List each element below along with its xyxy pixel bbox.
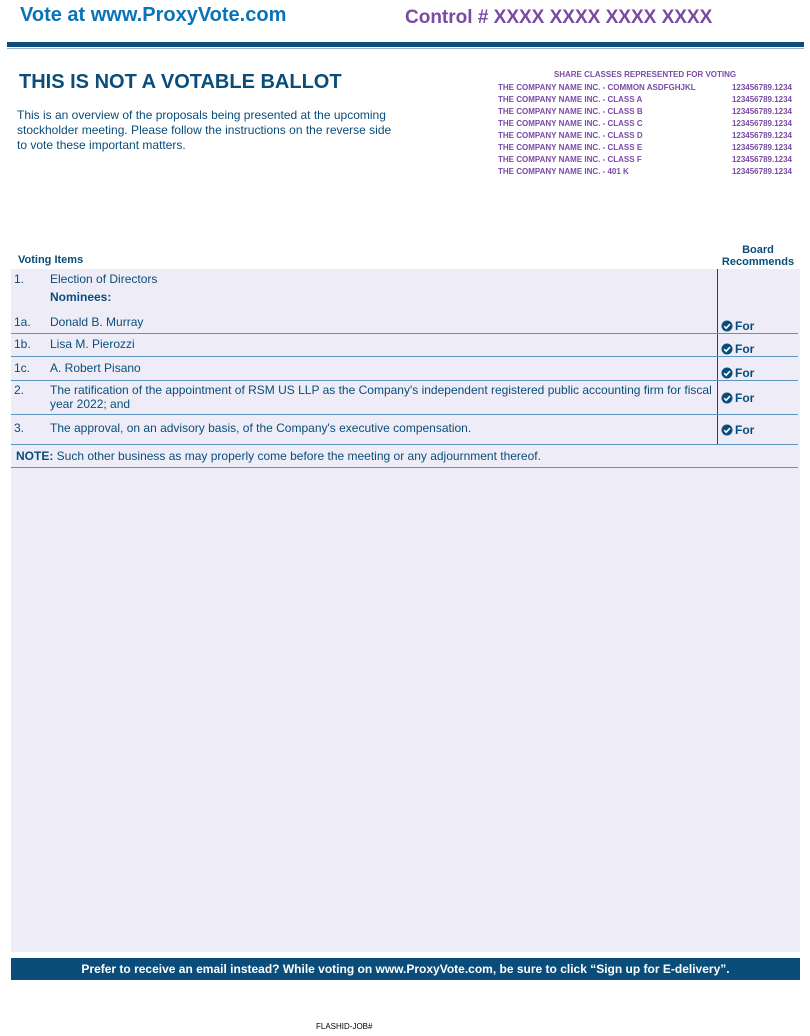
voting-item-text: Lisa M. Pierozzi <box>50 337 135 351</box>
voting-item-number: 3. <box>14 421 25 435</box>
share-class-name: THE COMPANY NAME INC. - CLASS D <box>498 131 643 140</box>
check-circle-icon <box>721 343 733 355</box>
share-class-name: THE COMPANY NAME INC. - CLASS A <box>498 95 643 104</box>
board-recommendation-cell <box>717 357 798 380</box>
share-class-row <box>498 118 792 130</box>
board-recommendation-cell <box>717 313 798 333</box>
recommendation <box>718 366 754 380</box>
share-class-row <box>498 94 792 106</box>
voting-items-table <box>11 269 798 445</box>
voting-item-number: 1a. <box>14 315 31 329</box>
board-recommendation-cell <box>717 381 798 414</box>
board-recommends-heading: Board Recommends <box>721 244 795 268</box>
share-class-value: 123456789.1234 <box>731 83 792 92</box>
voting-item-subtext: Nominees: <box>50 290 112 304</box>
voting-item-description <box>50 381 717 414</box>
voting-items-heading: Voting Items <box>18 254 84 266</box>
share-class-value: 123456789.1234 <box>731 95 792 104</box>
check-circle-icon <box>721 367 733 379</box>
recommendation <box>718 342 754 356</box>
recommendation-label: For <box>735 319 755 333</box>
share-classes-heading: SHARE CLASSES REPRESENTED FOR VOTING <box>553 70 737 79</box>
share-classes-list <box>498 82 792 178</box>
header-divider-thin <box>7 48 804 49</box>
voting-item-description <box>50 269 717 313</box>
voting-item-text: The ratification of the appointment of RSM US LLP as the Company's independent registered public accounting firm for fiscal year 2022; and <box>50 383 712 411</box>
header-divider <box>7 42 804 47</box>
board-recommendation-cell <box>717 334 798 356</box>
recommendation <box>718 423 754 437</box>
voting-item-text: Donald B. Murray <box>50 315 144 329</box>
note-label: NOTE: <box>16 449 54 463</box>
voting-item-number: 1c. <box>14 361 31 375</box>
recommendation-label: For <box>735 342 755 356</box>
voting-item-row <box>11 415 798 445</box>
share-class-name: THE COMPANY NAME INC. - 401 K <box>498 167 629 176</box>
voting-item-row <box>11 313 798 334</box>
edelivery-banner: Prefer to receive an email instead? While voting on www.ProxyVote.com, be sure to click “Sign up for E-delivery”. <box>11 958 800 980</box>
check-circle-icon <box>721 320 733 332</box>
share-class-row <box>498 130 792 142</box>
flash-id: FLASHID-JOB# <box>316 1022 373 1031</box>
share-class-value: 123456789.1234 <box>731 131 792 140</box>
share-class-row <box>498 154 792 166</box>
voting-item-description <box>50 313 717 333</box>
recommendation-label: For <box>735 390 755 405</box>
share-class-row <box>498 166 792 178</box>
share-class-name: THE COMPANY NAME INC. - COMMON ASDFGHJKL <box>498 83 696 92</box>
voting-item-row <box>11 357 798 381</box>
voting-item-number: 2. <box>14 383 25 397</box>
voting-item-description <box>50 357 717 380</box>
share-class-value: 123456789.1234 <box>731 143 792 152</box>
share-class-row <box>498 142 792 154</box>
note-text: Such other business as may properly come before the meeting or any adjournment thereof. <box>53 449 541 463</box>
recommendation <box>718 319 754 333</box>
check-circle-icon <box>721 392 733 404</box>
share-class-name: THE COMPANY NAME INC. - CLASS E <box>498 143 643 152</box>
voting-item-row <box>11 381 798 415</box>
board-recommendation-cell <box>717 269 798 313</box>
share-class-value: 123456789.1234 <box>731 155 792 164</box>
share-class-value: 123456789.1234 <box>731 167 792 176</box>
vote-url[interactable]: Vote at www.ProxyVote.com <box>20 4 287 26</box>
note-row <box>11 446 798 468</box>
voting-item-text: Election of Directors <box>50 272 158 286</box>
voting-item-row <box>11 334 798 357</box>
share-class-row <box>498 106 792 118</box>
voting-item-text: The approval, on an advisory basis, of the Company's executive compensation. <box>50 421 472 435</box>
share-class-name: THE COMPANY NAME INC. - CLASS C <box>498 119 643 128</box>
voting-item-text: A. Robert Pisano <box>50 361 141 375</box>
voting-item-description <box>50 334 717 356</box>
share-class-name: THE COMPANY NAME INC. - CLASS B <box>498 107 643 116</box>
voting-item-description <box>50 415 717 444</box>
share-classes <box>498 70 792 178</box>
ballot-title: THIS IS NOT A VOTABLE BALLOT <box>19 71 342 93</box>
voting-item-number: 1. <box>14 272 25 286</box>
share-class-value: 123456789.1234 <box>731 119 792 128</box>
ballot-overview: This is an overview of the proposals being presented at the upcoming stockholder meeting. Please follow the instructions on the reverse side to vote these important matters. <box>17 108 392 152</box>
control-number: Control # XXXX XXXX XXXX XXXX <box>405 7 713 28</box>
recommendation <box>718 391 754 405</box>
share-class-value: 123456789.1234 <box>731 107 792 116</box>
recommendation-label: For <box>735 422 755 437</box>
share-class-name: THE COMPANY NAME INC. - CLASS F <box>498 155 642 164</box>
check-circle-icon <box>721 424 733 436</box>
recommendation-label: For <box>735 366 755 380</box>
voting-item-row <box>11 269 798 313</box>
share-class-row <box>498 82 792 94</box>
voting-item-number: 1b. <box>14 337 31 351</box>
board-recommendation-cell <box>717 415 798 444</box>
